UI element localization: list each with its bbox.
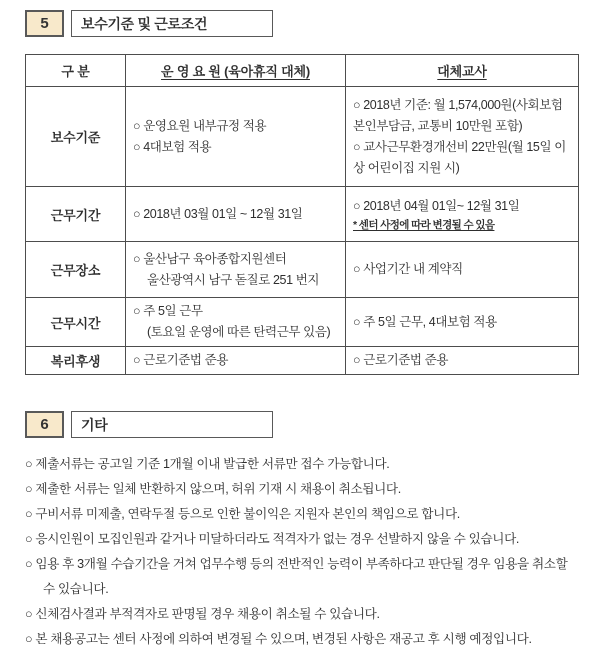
table-row-pay-standard xyxy=(26,87,579,187)
note-item: ○ 본 채용공고는 센터 사정에 의하여 변경될 수 있으며, 변경된 사항은 재공고 후 시행 예정입니다. xyxy=(25,632,532,646)
cell-line: ○ 주 5일 근무, 4대보험 적용 xyxy=(353,314,497,329)
table-row-welfare xyxy=(26,347,579,375)
section-number-badge: 6 xyxy=(25,411,64,438)
table-row-work-hours xyxy=(26,298,579,347)
table-row-work-place xyxy=(26,242,579,298)
cell-line-address: 울산광역시 남구 돋질로 251 번지 xyxy=(147,272,320,287)
pay-substitute-cell xyxy=(346,87,579,187)
period-substitute-cell xyxy=(346,187,579,242)
welfare-substitute-cell xyxy=(346,347,579,375)
hours-substitute-cell xyxy=(346,298,579,347)
place-operator-cell xyxy=(126,242,346,298)
section-title: 보수기준 및 근로조건 xyxy=(71,10,273,37)
pay-conditions-table xyxy=(25,54,579,375)
note-item: ○ 신체검사결과 부적격자로 판명될 경우 채용이 취소될 수 있습니다. xyxy=(25,607,380,621)
note-item: ○ 제출한 서류는 일체 반환하지 않으며, 허위 기재 시 채용이 취소됩니다. xyxy=(25,482,401,496)
cell-line: ○ 교사근무환경개선비 22만원(월 15일 이상 어린이집 지원 시) xyxy=(353,139,566,175)
row-label-place: 근무장소 xyxy=(26,242,126,298)
header-category: 구 분 xyxy=(26,55,126,87)
table-row-work-period xyxy=(26,187,579,242)
cell-line: ○ 주 5일 근무 xyxy=(133,304,203,318)
row-label-hours: 근무시간 xyxy=(26,298,126,347)
period-operator-cell xyxy=(126,187,346,242)
cell-line: ○ 2018년 기준: 월 1,574,000원(사회보험본인부담금, 교통비 10만원 포함) xyxy=(353,97,563,133)
period-change-footnote: * 센터 사정에 따라 변경될 수 있음 xyxy=(353,218,495,231)
cell-line: ○ 4대보험 적용 xyxy=(133,139,212,154)
row-label-welfare: 복리후생 xyxy=(26,347,126,375)
cell-line: ○ 운영요원 내부규정 적용 xyxy=(133,118,267,133)
section-pay-header xyxy=(25,10,581,37)
note-item: ○ 임용 후 3개월 수습기간을 거쳐 업무수행 등의 전반적인 능력이 부족하다고 판단될 경우 임용을 취소할 수 있습니다. xyxy=(25,557,568,596)
table-header-row xyxy=(26,55,579,87)
etc-notes-list xyxy=(25,452,581,652)
note-item: ○ 응시인원이 모집인원과 같거나 미달하더라도 적격자가 없는 경우 선발하지 않을 수 있습니다. xyxy=(25,532,520,546)
cell-line: ○ 2018년 03월 01일 ~ 12월 31일 xyxy=(133,206,303,221)
cell-line: ○ 울산남구 육아종합지원센터 xyxy=(133,251,287,266)
cell-line: (토요일 운영에 따른 탄력근무 있음) xyxy=(147,325,331,339)
pay-operator-cell xyxy=(126,87,346,187)
cell-line: ○ 근로기준법 준용 xyxy=(133,353,229,367)
hours-operator-cell xyxy=(126,298,346,347)
section-etc-header xyxy=(25,411,581,438)
place-substitute-cell xyxy=(346,242,579,298)
cell-line: ○ 2018년 04월 01일~ 12월 31일 xyxy=(353,198,520,213)
note-item: ○ 제출서류는 공고일 기준 1개월 이내 발급한 서류만 접수 가능합니다. xyxy=(25,457,390,471)
section-title: 기타 xyxy=(71,411,273,438)
row-label-pay: 보수기준 xyxy=(26,87,126,187)
welfare-operator-cell xyxy=(126,347,346,375)
row-label-period: 근무기간 xyxy=(26,187,126,242)
header-substitute-teacher: 대체교사 xyxy=(346,55,579,87)
cell-line: ○ 근로기준법 준용 xyxy=(353,353,449,367)
note-item: ○ 구비서류 미제출, 연락두절 등으로 인한 불이익은 지원자 본인의 책임으로 합니다. xyxy=(25,507,460,521)
header-operator: 운 영 요 원 (육아휴직 대체) xyxy=(126,55,346,87)
cell-line: ○ 사업기간 내 계약직 xyxy=(353,262,463,276)
section-number-badge: 5 xyxy=(25,10,64,37)
